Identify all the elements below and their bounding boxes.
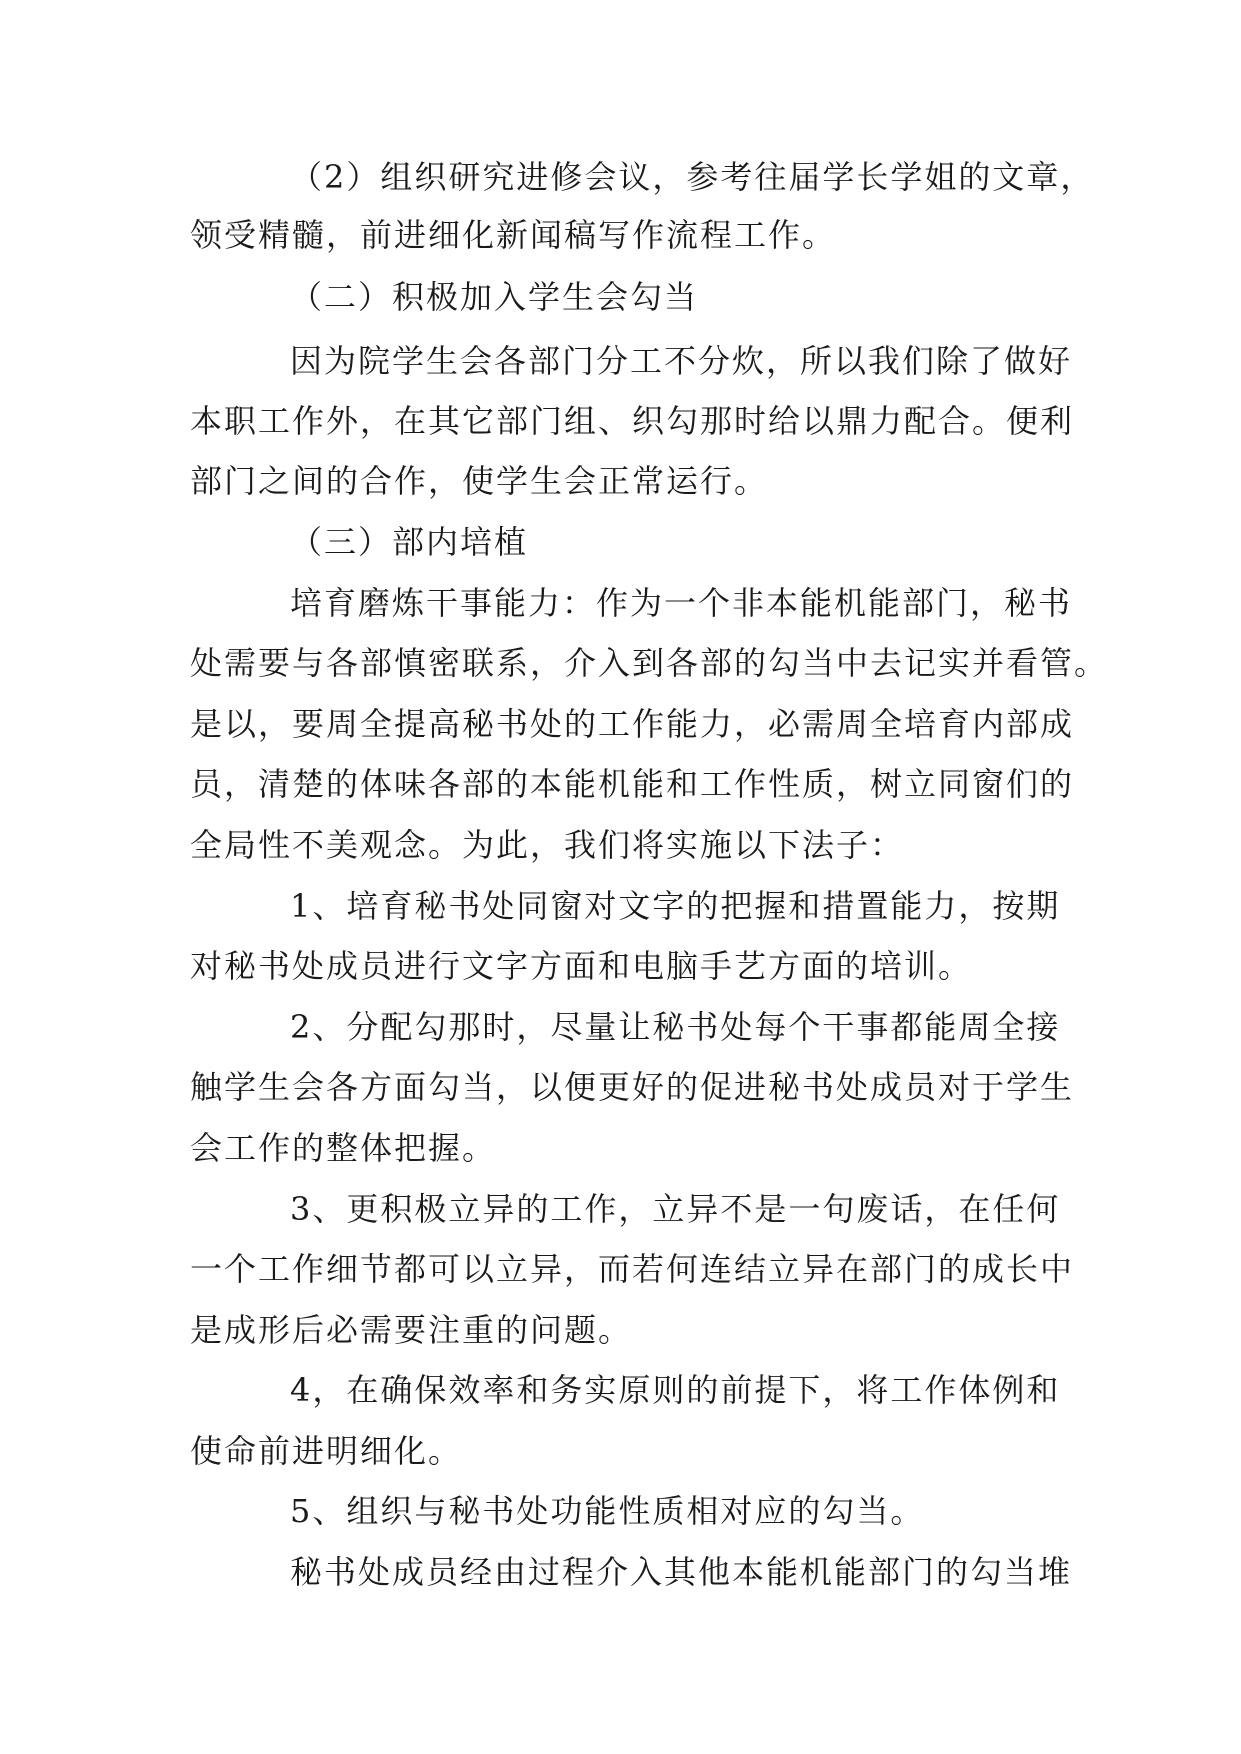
paragraph-line: 秘书处成员经由过程介入其他本能机能部门的勾当堆 bbox=[290, 1553, 1073, 1591]
paragraph-line: （2）组织研究进修会议，参考往届学长学姐的文章， bbox=[290, 158, 1095, 196]
section-heading: （三）部内培植 bbox=[290, 523, 529, 561]
paragraph-line: 部门之间的合作，使学生会正常运行。 bbox=[190, 462, 769, 500]
paragraph-line: 是成形后必需要注重的问题。 bbox=[190, 1311, 633, 1349]
list-item-line: 4，在确保效率和务实原则的前提下，将工作体例和 bbox=[290, 1371, 1061, 1409]
paragraph-line: 对秘书处成员进行文字方面和电脑手艺方面的培训。 bbox=[190, 947, 973, 985]
paragraph-line: 使命前进明细化。 bbox=[190, 1432, 463, 1470]
paragraph-line: 会工作的整体把握。 bbox=[190, 1129, 497, 1167]
paragraph-line: 触学生会各方面勾当，以便更好的促进秘书处成员对于学生 bbox=[190, 1068, 1075, 1106]
paragraph-line: 领受精髓，前进细化新闻稿写作流程工作。 bbox=[190, 216, 837, 254]
list-item-line: 2、分配勾那时，尽量让秘书处每个干事都能周全接 bbox=[290, 1008, 1061, 1046]
section-heading: （二）积极加入学生会勾当 bbox=[290, 278, 699, 316]
paragraph-line: 员，清楚的体味各部的本能机能和工作性质，树立同窗们的 bbox=[190, 765, 1075, 803]
list-item-line: 3、更积极立异的工作，立异不是一句废话，在任何 bbox=[290, 1190, 1061, 1228]
list-item-line: 1、培育秘书处同窗对文字的把握和措置能力，按期 bbox=[290, 887, 1061, 925]
paragraph-line: 全局性不美观念。为此，我们将实施以下法子： bbox=[190, 826, 905, 864]
list-item-line: 5、组织与秘书处功能性质相对应的勾当。 bbox=[290, 1492, 925, 1530]
paragraph-line: 是以，要周全提高秘书处的工作能力，必需周全培育内部成 bbox=[190, 705, 1075, 743]
paragraph-line: 培育磨炼干事能力：作为一个非本能机能部门，秘书 bbox=[290, 584, 1073, 622]
paragraph-line: 一个工作细节都可以立异，而若何连结立异在部门的成长中 bbox=[190, 1250, 1075, 1288]
paragraph-line: 本职工作外，在其它部门组、织勾那时给以鼎力配合。便利 bbox=[190, 402, 1075, 440]
paragraph-line: 因为院学生会各部门分工不分炊，所以我们除了做好 bbox=[290, 342, 1073, 380]
paragraph-line: 处需要与各部慎密联系，介入到各部的勾当中去记实并看管。 bbox=[190, 644, 1109, 682]
